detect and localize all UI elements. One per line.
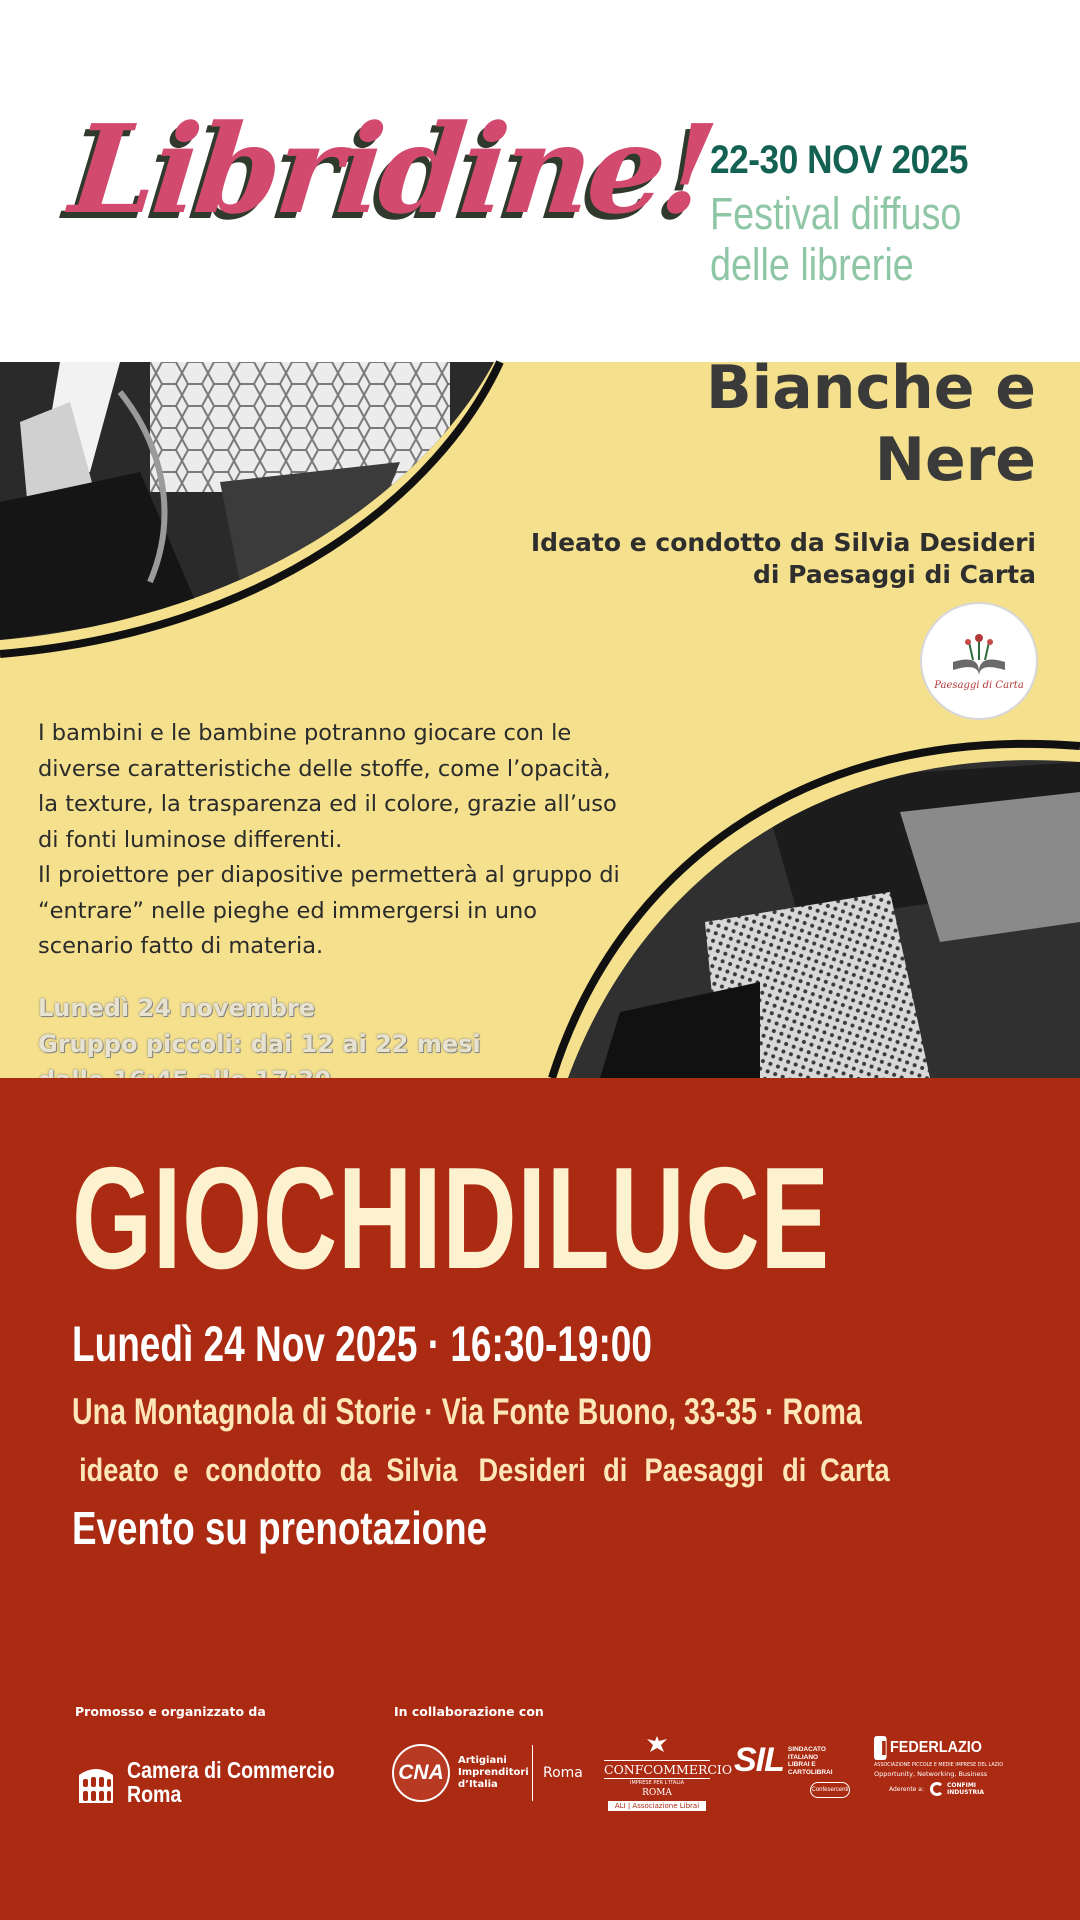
poster-title-line-2: Nere bbox=[874, 425, 1036, 495]
federlazio-motto: Opportunity, Networking, Business bbox=[874, 1770, 988, 1778]
event-poster-image bbox=[0, 353, 1080, 1078]
camera-di-commercio-logo bbox=[75, 1758, 371, 1806]
camera-di-commercio-name bbox=[127, 1758, 335, 1806]
open-book-icon bbox=[949, 632, 1009, 676]
poster-credit bbox=[531, 527, 1036, 591]
colosseum-icon bbox=[75, 1759, 117, 1805]
librdine-logo: Libridine! bbox=[64, 97, 720, 241]
description-line: diverse caratteristiche delle stoffe, come l’opacità, bbox=[38, 755, 611, 782]
federlazio-logo bbox=[874, 1736, 1004, 1796]
credit-word: condotto bbox=[205, 1452, 322, 1488]
event-credit bbox=[72, 1454, 896, 1486]
description-line: Il proiettore per diapositive permetterà al gruppo di bbox=[38, 862, 620, 888]
cna-line-3: d’Italia bbox=[458, 1779, 498, 1790]
poster-title bbox=[706, 352, 1036, 496]
sil-desc-line: CARTOLIBRAI bbox=[787, 1768, 833, 1776]
cna-text bbox=[458, 1755, 529, 1791]
paesaggi-logo-text: Paesaggi di Carta bbox=[934, 679, 1024, 691]
credit-word: Desideri bbox=[478, 1452, 586, 1488]
festival-header bbox=[0, 0, 1080, 362]
confesercenti-badge: Confesercenti bbox=[810, 1782, 850, 1798]
event-date-time: Lunedì 24 Nov 2025 · 16:30-19:00 bbox=[72, 1316, 652, 1372]
cna-line-2: Imprenditori bbox=[458, 1767, 529, 1778]
booking-note: Evento su prenotazione bbox=[72, 1502, 488, 1554]
collaboration-label: In collaborazione con bbox=[394, 1704, 544, 1719]
promoted-by-label: Promosso e organizzato da bbox=[75, 1704, 266, 1719]
credit-word: da bbox=[339, 1452, 372, 1488]
sil-desc-line: LIBRAI E bbox=[787, 1761, 816, 1768]
description-line: I bambini e le bambine potranno giocare con le bbox=[38, 720, 572, 746]
paesaggi-di-carta-logo bbox=[920, 602, 1038, 720]
sil-desc-line: ITALIANO bbox=[787, 1753, 819, 1761]
fabric-photo-top bbox=[0, 362, 500, 642]
confimi-line-2: INDUSTRIA bbox=[946, 1789, 984, 1796]
cna-city: Roma bbox=[543, 1765, 583, 1781]
cna-line-1: Artigiani bbox=[458, 1755, 507, 1766]
ali-label: ALI | Associazione Librai bbox=[608, 1801, 706, 1811]
confcommercio-logo bbox=[604, 1734, 733, 1811]
ccr-line-2: Roma bbox=[127, 1781, 182, 1807]
sil-description bbox=[787, 1746, 833, 1776]
description-line: la texture, la trasparenza ed il colore, grazie all’uso bbox=[38, 791, 617, 817]
credit-word: e bbox=[172, 1452, 189, 1488]
ccr-line-1: Camera di Commercio bbox=[127, 1757, 335, 1783]
schedule-day: Lunedì 24 novembre bbox=[38, 994, 316, 1022]
event-location: Una Montagnola di Storie · Via Fonte Buono, 33-35 · Roma bbox=[72, 1391, 862, 1432]
confcommercio-name: CONFCOMMERCIO bbox=[604, 1762, 733, 1777]
confimi-member bbox=[874, 1782, 984, 1796]
federlazio-icon bbox=[874, 1736, 886, 1760]
cna-logo bbox=[392, 1744, 583, 1802]
confcommercio-sub: IMPRESE PER L'ITALIA bbox=[630, 1780, 684, 1786]
event-title: GIOCHIDILUCE bbox=[72, 1137, 830, 1299]
description-line: “entrare” nelle pieghe ed immergersi in uno bbox=[38, 897, 538, 924]
federlazio-name: FEDERLAZIO bbox=[890, 1739, 982, 1756]
cna-mark: CNA bbox=[392, 1744, 450, 1802]
confcommercio-city: ROMA bbox=[642, 1788, 672, 1798]
credit-word: Carta bbox=[820, 1452, 890, 1488]
tagline-line-2: delle librerie bbox=[710, 239, 914, 290]
cna-divider bbox=[532, 1745, 533, 1801]
credit-word: di bbox=[782, 1452, 807, 1488]
poster-description bbox=[38, 716, 678, 965]
federlazio-mark bbox=[874, 1736, 982, 1760]
credit-word: Paesaggi bbox=[644, 1452, 765, 1488]
federlazio-sub: ASSOCIAZIONE PICCOLE E MEDIE IMPRESE DEL LAZIO bbox=[874, 1763, 1004, 1768]
festival-dates: 22-30 NOV 2025 bbox=[710, 138, 969, 182]
sil-mark: SIL bbox=[734, 1741, 784, 1779]
description-line: scenario fatto di materia. bbox=[38, 933, 324, 959]
description-line: di fonti luminose differenti. bbox=[38, 826, 343, 853]
eagle-icon bbox=[645, 1734, 669, 1758]
tagline-line-1: Festival diffuso bbox=[710, 188, 962, 239]
poster-credit-line-2: di Paesaggi di Carta bbox=[753, 560, 1036, 589]
member-label: Aderente a: bbox=[888, 1785, 924, 1793]
credit-word: ideato bbox=[79, 1452, 160, 1488]
festival-tagline bbox=[710, 188, 987, 290]
credit-word: di bbox=[602, 1452, 627, 1488]
poster-credit-line-1: Ideato e condotto da Silvia Desideri bbox=[530, 528, 1036, 557]
sil-logo bbox=[734, 1741, 849, 1793]
confimi-icon bbox=[930, 1782, 944, 1796]
schedule-group: Gruppo piccoli: dai 12 ai 22 mesi bbox=[38, 1030, 481, 1058]
confimi-name bbox=[947, 1782, 984, 1796]
credit-word: Silvia bbox=[386, 1452, 458, 1488]
confimi-line-1: CONFIMI bbox=[946, 1782, 977, 1789]
sil-desc-line: SINDACATO bbox=[787, 1746, 826, 1753]
poster-title-line-1: Bianche e bbox=[705, 353, 1036, 423]
